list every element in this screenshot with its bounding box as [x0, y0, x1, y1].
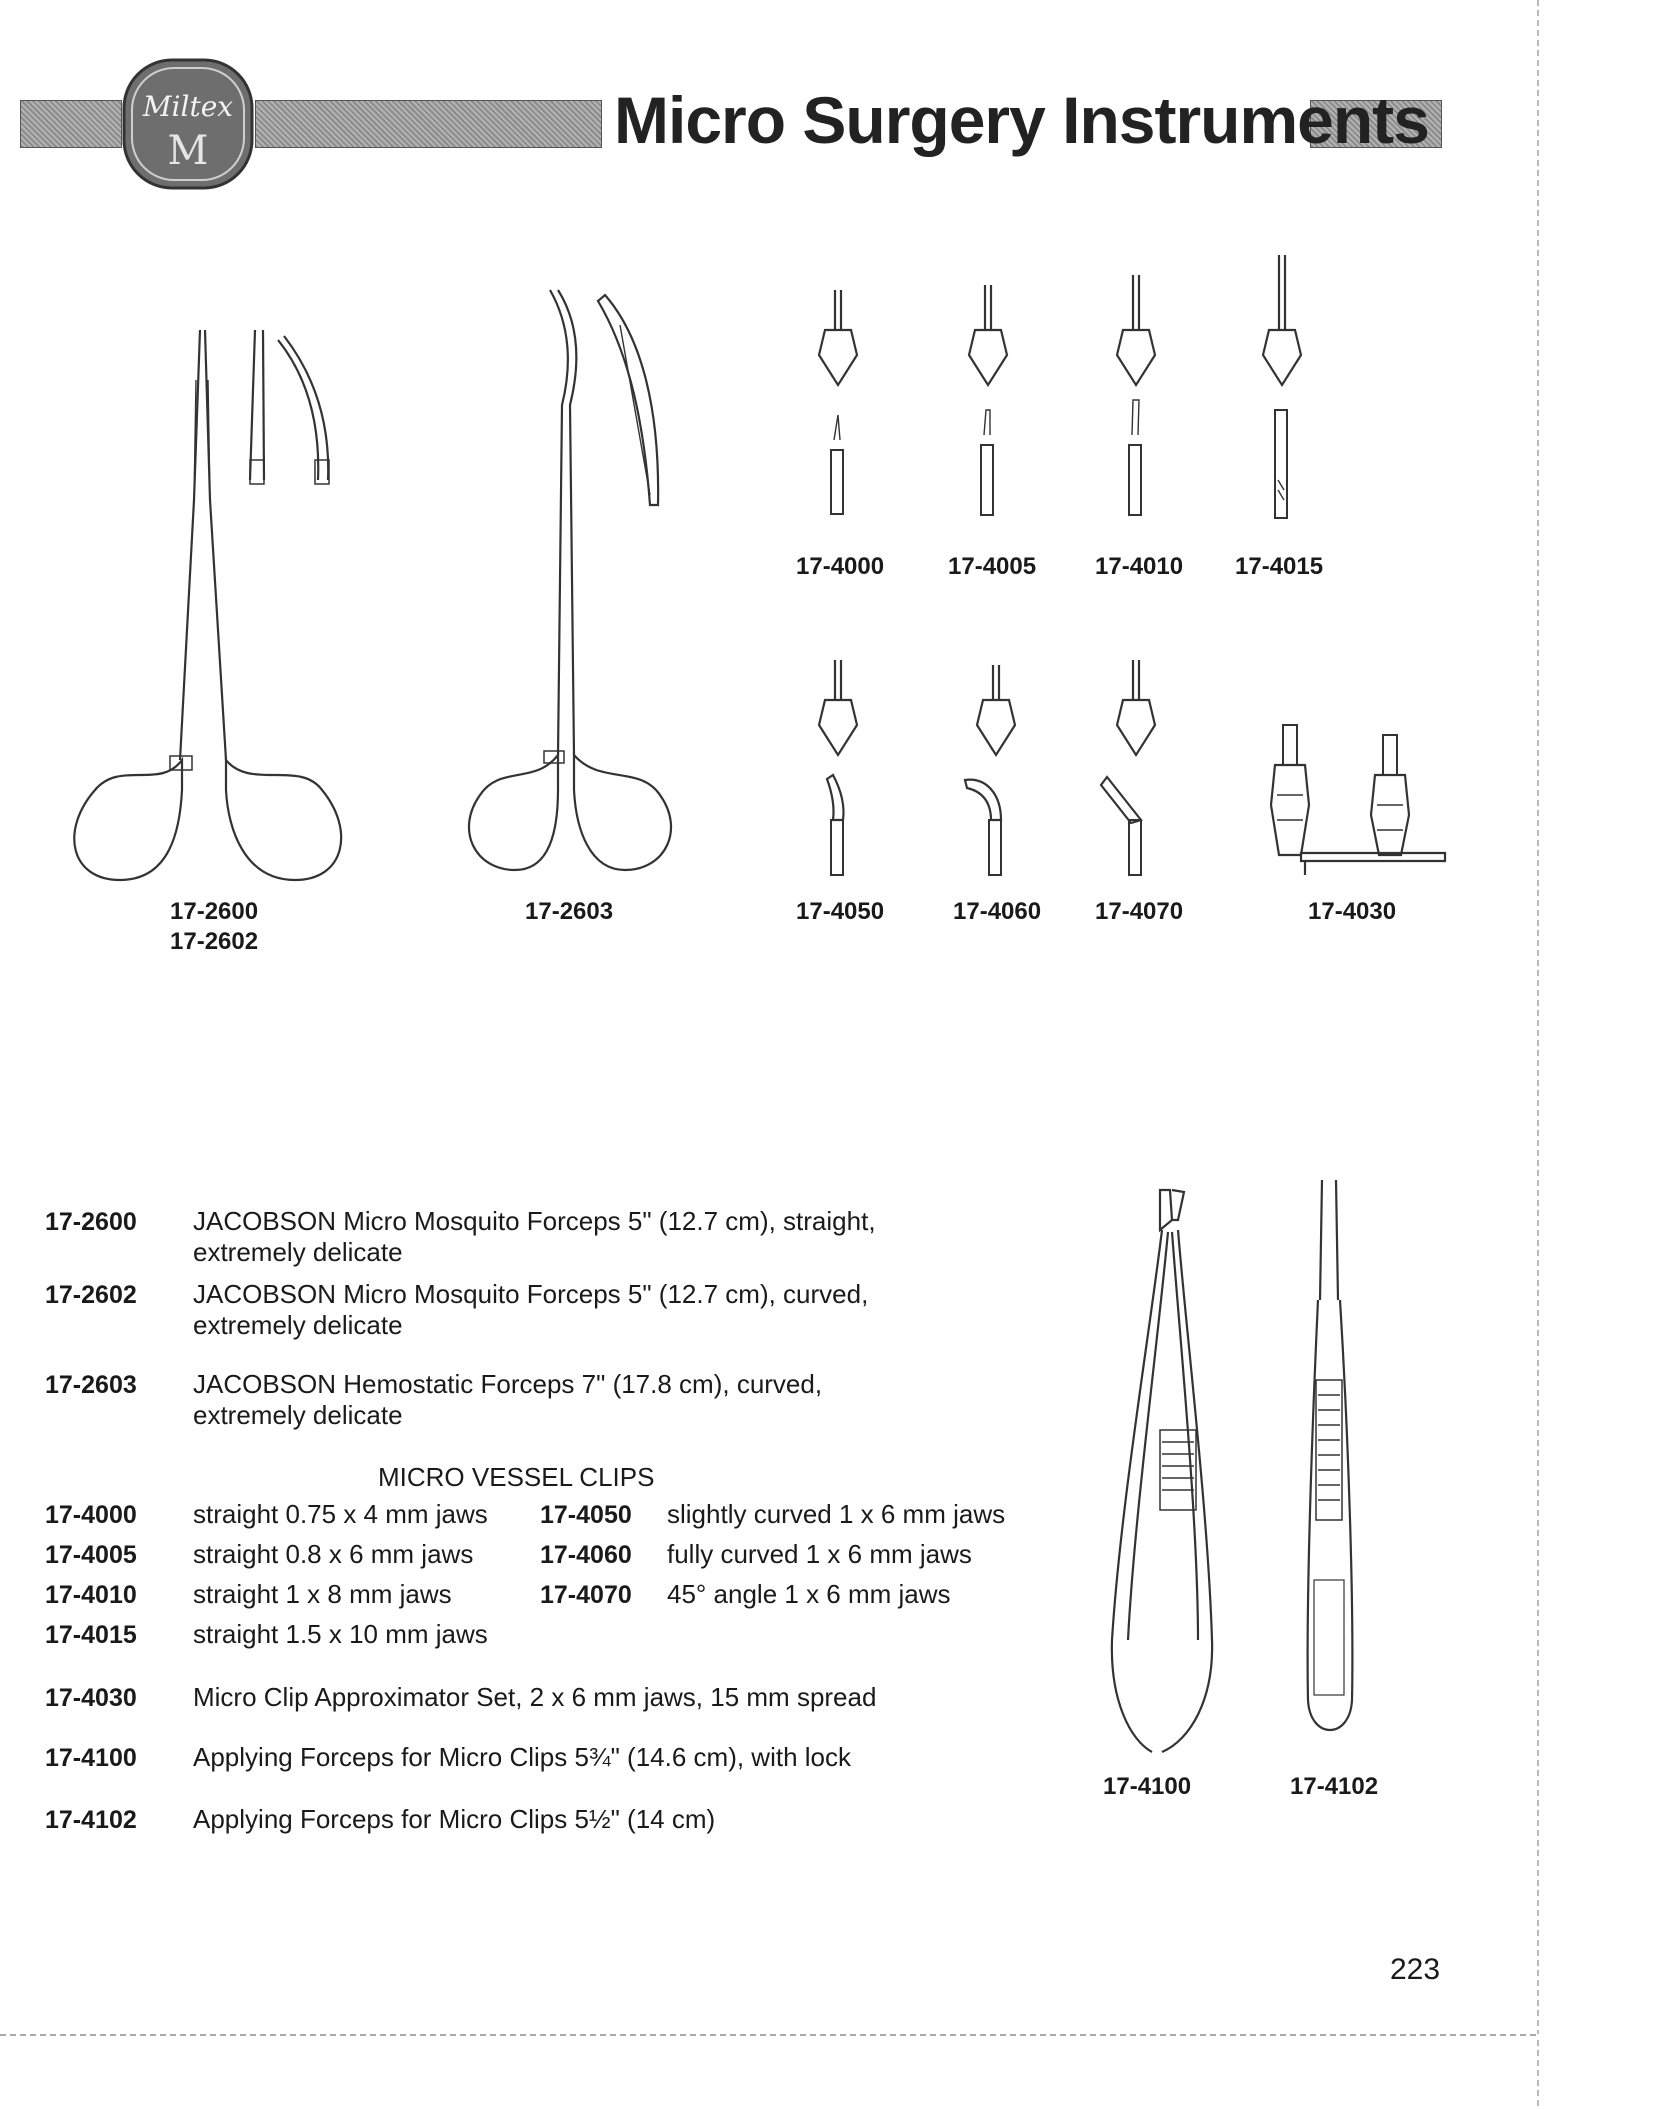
catalog-desc-17-4070: 45° angle 1 x 6 mm jaws: [667, 1579, 951, 1609]
catalog-code-17-4070: 17-4070: [540, 1581, 632, 1609]
vessel-clips-heading: MICRO VESSEL CLIPS: [378, 1462, 655, 1492]
catalog-desc-17-4102: Applying Forceps for Micro Clips 5½" (14 cm): [193, 1804, 716, 1834]
catalog-desc-17-4050: slightly curved 1 x 6 mm jaws: [667, 1499, 1006, 1529]
figure-label-17-4015: 17-4015: [1235, 553, 1324, 580]
catalog-code-17-2603: 17-2603: [45, 1371, 137, 1399]
svg-text:M: M: [167, 128, 209, 174]
clip-approximator-17-4030: [1271, 725, 1445, 875]
header-band-left: [20, 100, 122, 148]
figure-label-17-2603: 17-2603: [525, 898, 614, 925]
forceps-curved-illustration: [440, 285, 700, 875]
catalog-desc-17-4000: straight 0.75 x 4 mm jaws: [193, 1499, 488, 1529]
logo-text: Miltex: [142, 90, 234, 123]
right-edge-rule: [1537, 0, 1539, 2109]
catalog-code-17-2602: 17-2602: [45, 1281, 137, 1309]
catalog-code-17-4102: 17-4102: [45, 1806, 137, 1834]
figure-label-17-4005: 17-4005: [948, 553, 1037, 580]
figure-label-17-2600: 17-2600: [170, 898, 259, 925]
catalog-desc-17-2600-line2: extremely delicate: [193, 1237, 403, 1267]
forceps-straight-illustration: [50, 320, 380, 880]
clip-17-4005: [969, 285, 1007, 515]
catalog-code-17-4050: 17-4050: [540, 1501, 632, 1529]
catalog-code-17-4005: 17-4005: [45, 1541, 137, 1569]
header-band-middle: [255, 100, 602, 148]
vessel-clips-top-illustration: [815, 250, 1335, 550]
catalog-code-17-4060: 17-4060: [540, 1541, 632, 1569]
catalog-desc-17-4010: straight 1 x 8 mm jaws: [193, 1579, 452, 1609]
catalog-desc-17-4100: Applying Forceps for Micro Clips 5¾" (14.6 cm), with lock: [193, 1742, 851, 1772]
page-title: Micro Surgery Instruments: [614, 83, 1429, 157]
applying-forceps-17-4102: [1308, 1180, 1353, 1730]
clip-17-4050: [819, 660, 857, 875]
catalog-desc-17-2603-line1: JACOBSON Hemostatic Forceps 7" (17.8 cm), curved,: [193, 1369, 823, 1399]
catalog-desc-17-2603-line2: extremely delicate: [193, 1400, 403, 1430]
catalog-desc-17-4005: straight 0.8 x 6 mm jaws: [193, 1539, 474, 1569]
applying-forceps-illustrations: [1100, 1180, 1400, 1760]
applying-forceps-17-4100: [1112, 1190, 1212, 1752]
catalog-desc-17-2602-line2: extremely delicate: [193, 1310, 403, 1340]
clip-17-4015: [1263, 255, 1301, 518]
page-number: 223: [1390, 1953, 1441, 1986]
figure-label-17-4102: 17-4102: [1290, 1773, 1379, 1800]
catalog-code-17-4030: 17-4030: [45, 1684, 137, 1712]
clip-17-4000: [819, 290, 857, 514]
catalog-code-17-2600: 17-2600: [45, 1208, 137, 1236]
miltex-logo: [118, 54, 258, 194]
catalog-code-17-4010: 17-4010: [45, 1581, 137, 1609]
catalog-code-17-4015: 17-4015: [45, 1621, 137, 1649]
clip-17-4060: [965, 665, 1015, 875]
catalog-desc-17-4015: straight 1.5 x 10 mm jaws: [193, 1619, 488, 1649]
figure-label-17-4100: 17-4100: [1103, 1773, 1192, 1800]
catalog-desc-17-2602-line1: JACOBSON Micro Mosquito Forceps 5" (12.7 cm), curved,: [193, 1279, 869, 1309]
bottom-edge-rule: [0, 2034, 1540, 2036]
vessel-clips-bottom-illustration: [815, 655, 1455, 890]
figure-label-17-4000: 17-4000: [796, 553, 885, 580]
catalog-desc-17-4030: Micro Clip Approximator Set, 2 x 6 mm jaws, 15 mm spread: [193, 1682, 877, 1712]
figure-label-17-4070: 17-4070: [1095, 898, 1184, 925]
clip-17-4010: [1117, 275, 1155, 515]
catalog-desc-17-4060: fully curved 1 x 6 mm jaws: [667, 1539, 972, 1569]
catalog-desc-17-2600-line1: JACOBSON Micro Mosquito Forceps 5" (12.7 cm), straight,: [193, 1206, 876, 1236]
catalog-code-17-4000: 17-4000: [45, 1501, 137, 1529]
figure-label-17-2602: 17-2602: [170, 928, 259, 955]
catalog-code-17-4100: 17-4100: [45, 1744, 137, 1772]
figure-label-17-4060: 17-4060: [953, 898, 1042, 925]
figure-label-17-4010: 17-4010: [1095, 553, 1184, 580]
figure-label-17-4030: 17-4030: [1308, 898, 1397, 925]
clip-17-4070: [1101, 660, 1155, 875]
figure-label-17-4050: 17-4050: [796, 898, 885, 925]
